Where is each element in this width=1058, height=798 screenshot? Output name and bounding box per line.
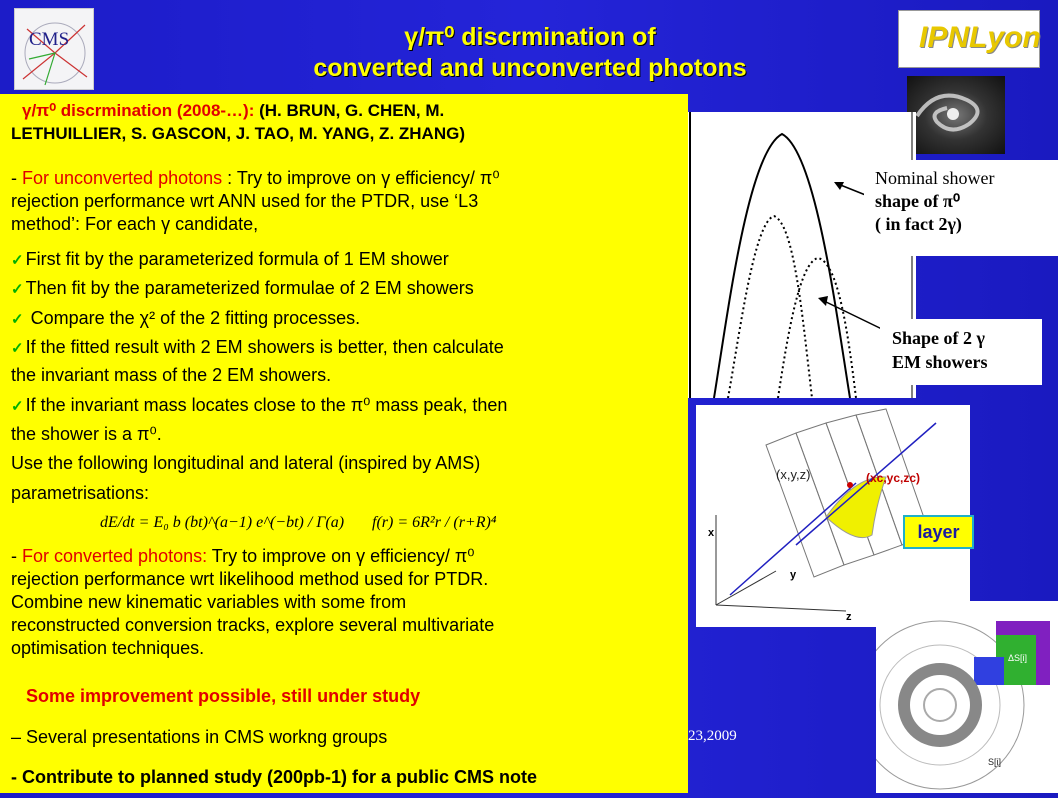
conv-text-1: Try to improve on γ efficiency/ π⁰: [207, 546, 475, 566]
conv-line-3: Combine new kinematic variables with some from: [11, 592, 407, 612]
axis-z-label: z: [846, 611, 852, 623]
formula-lateral: f(r) = 6R²r / (r+R)⁴: [372, 514, 497, 531]
bullet-public-note: - Contribute to planned study (200pb-1) for a public CMS note: [11, 767, 537, 787]
coord-xyz-label: (x,y,z): [776, 467, 811, 482]
title-line-2: converted and unconverted photons: [313, 54, 747, 82]
unconv-red: For unconverted photons: [22, 168, 223, 188]
step-5-text: If the invariant mass locates close to the π⁰ mass peak, then: [25, 395, 508, 415]
galaxy-image: [907, 76, 1005, 154]
step-2: [11, 277, 474, 301]
unconv-line-3: method’: For each γ candidate,: [11, 214, 259, 234]
heading-red: γ/π⁰ discrmination (2008-…):: [22, 101, 255, 120]
nominal-shower-label: [864, 160, 1058, 256]
slide-title: [200, 22, 860, 84]
check-icon: ✓: [11, 252, 24, 269]
ipnl-logo-text: IPNLyon: [919, 21, 1041, 54]
step-4-cont: the invariant mass of the 2 EM showers.: [11, 365, 332, 385]
cms-logo: [14, 8, 94, 90]
nominal-line-1: Nominal shower: [875, 168, 995, 188]
conv-red: For converted photons:: [22, 546, 208, 566]
axis-y-label: y: [790, 569, 797, 581]
nominal-line-3: ( in fact 2γ): [875, 214, 962, 234]
conv-line-2: rejection performance wrt likelihood method used for PTDR.: [11, 569, 489, 589]
layer-label: layer: [903, 515, 974, 549]
step-1-text: First fit by the parameterized formula of 1 EM shower: [25, 249, 449, 269]
two-shower-label: [880, 319, 1042, 385]
footer-date: 23,2009: [688, 728, 737, 744]
conv-line-5: optimisation techniques.: [11, 638, 205, 658]
ring-delta-label: ΔS[i]: [1008, 653, 1028, 663]
bullet-presentations: – Several presentations in CMS workng groups: [11, 727, 388, 747]
param-line-1: Use the following longitudinal and lateral (inspired by AMS): [11, 453, 481, 473]
param-line-2: parametrisations:: [11, 483, 150, 503]
coord-center-label: (xc,yc,zc): [866, 471, 921, 485]
step-3: [11, 307, 360, 331]
conv-line-4: reconstructed conversion tracks, explore several multivariate: [11, 615, 495, 635]
formula-longitudinal: dE/dt = E₀ b (bt)^(a−1) e^(−bt) / Γ(a): [100, 514, 345, 531]
heading-names-1: (H. BRUN, G. CHEN, M.: [254, 101, 445, 120]
step-2-text: Then fit by the parameterized formulae of 2 EM showers: [25, 278, 474, 298]
nominal-line-2: shape of π⁰: [875, 191, 961, 211]
cms-logo-text: CMS: [29, 29, 70, 50]
heading-line-1: [22, 100, 444, 122]
conv-dash: -: [11, 546, 22, 566]
ring-area-label: S[i]: [988, 757, 1002, 767]
check-icon: ✓: [11, 340, 24, 357]
content-box: [0, 94, 688, 793]
unconv-line-2: rejection performance wrt ANN used for the PTDR, use ‘L3: [11, 191, 479, 211]
step-5-cont: the shower is a π⁰.: [11, 424, 162, 444]
heading-line-2: LETHUILLIER, S. GASCON, J. TAO, M. YANG, Z. ZHANG): [11, 124, 465, 143]
step-3-text: Compare the χ² of the 2 fitting processes.: [25, 308, 361, 328]
shape-line-1: Shape of 2 γ: [892, 328, 985, 348]
step-4: [11, 336, 504, 360]
rings-diagram: [876, 601, 1058, 793]
shape-line-2: EM showers: [892, 352, 988, 372]
ipnl-logo: [898, 10, 1040, 68]
step-4-text: If the fitted result with 2 EM showers is better, then calculate: [25, 337, 504, 357]
axis-x-label: x: [708, 527, 715, 539]
unconv-line-1: [11, 167, 500, 189]
step-1: [11, 248, 449, 272]
check-icon: ✓: [11, 311, 24, 328]
unconv-dash: -: [11, 168, 22, 188]
check-icon: ✓: [11, 281, 24, 298]
step-5: [11, 394, 507, 418]
title-line-1: γ/π⁰ discrmination of: [404, 23, 656, 51]
improvement-note: Some improvement possible, still under study: [26, 686, 421, 706]
conv-line-1: [11, 545, 475, 567]
unconv-text-1: : Try to improve on γ efficiency/ π⁰: [222, 168, 500, 188]
check-icon: ✓: [11, 398, 24, 415]
